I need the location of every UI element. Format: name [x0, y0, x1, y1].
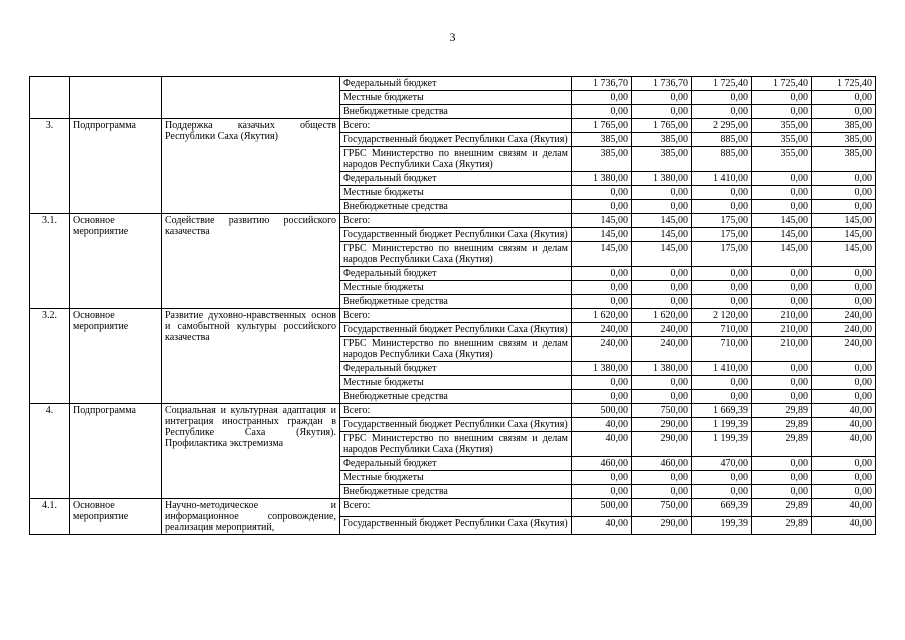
amount-cell: 0,00 — [632, 471, 692, 485]
amount-cell: 0,00 — [632, 281, 692, 295]
amount-cell: 145,00 — [632, 228, 692, 242]
amount-cell: 40,00 — [572, 517, 632, 535]
amount-cell: 0,00 — [572, 376, 632, 390]
amount-cell: 29,89 — [752, 418, 812, 432]
amount-cell: 290,00 — [632, 517, 692, 535]
funding-source: Всего: — [340, 499, 572, 517]
amount-cell: 240,00 — [572, 323, 632, 337]
table-row — [30, 119, 876, 133]
amount-cell: 40,00 — [812, 517, 876, 535]
amount-cell: 40,00 — [812, 499, 876, 517]
amount-cell: 240,00 — [812, 337, 876, 362]
amount-cell: 669,39 — [692, 499, 752, 517]
amount-cell: 0,00 — [632, 200, 692, 214]
amount-cell: 40,00 — [812, 404, 876, 418]
amount-cell: 460,00 — [632, 457, 692, 471]
amount-cell: 1 410,00 — [692, 172, 752, 186]
funding-source: Федеральный бюджет — [340, 362, 572, 376]
amount-cell: 0,00 — [752, 376, 812, 390]
amount-cell: 145,00 — [572, 214, 632, 228]
amount-cell: 0,00 — [572, 186, 632, 200]
amount-cell: 1 410,00 — [692, 362, 752, 376]
row-type: Основное мероприятие — [70, 309, 162, 404]
funding-source: Внебюджетные средства — [340, 485, 572, 499]
amount-cell: 0,00 — [632, 390, 692, 404]
amount-cell: 0,00 — [692, 91, 752, 105]
amount-cell: 385,00 — [632, 147, 692, 172]
funding-source: ГРБС Министерство по внешним связям и делам народов Республики Саха (Якутия) — [340, 432, 572, 457]
amount-cell: 240,00 — [632, 323, 692, 337]
amount-cell: 0,00 — [812, 91, 876, 105]
amount-cell: 0,00 — [752, 362, 812, 376]
amount-cell: 29,89 — [752, 517, 812, 535]
amount-cell: 500,00 — [572, 404, 632, 418]
amount-cell: 145,00 — [752, 214, 812, 228]
amount-cell: 0,00 — [692, 485, 752, 499]
amount-cell: 240,00 — [812, 309, 876, 323]
amount-cell: 1 380,00 — [632, 172, 692, 186]
amount-cell: 199,39 — [692, 517, 752, 535]
funding-source: Федеральный бюджет — [340, 77, 572, 91]
table-row — [30, 77, 876, 91]
row-name: Поддержка казачьих обществ Республики Саха (Якутия) — [162, 119, 340, 214]
amount-cell: 1 765,00 — [632, 119, 692, 133]
amount-cell: 355,00 — [752, 147, 812, 172]
amount-cell: 0,00 — [812, 105, 876, 119]
funding-source: Местные бюджеты — [340, 91, 572, 105]
amount-cell: 0,00 — [572, 105, 632, 119]
amount-cell: 0,00 — [812, 457, 876, 471]
amount-cell: 1 669,39 — [692, 404, 752, 418]
amount-cell: 885,00 — [692, 147, 752, 172]
amount-cell: 0,00 — [692, 376, 752, 390]
amount-cell: 0,00 — [752, 390, 812, 404]
amount-cell: 0,00 — [812, 281, 876, 295]
amount-cell: 0,00 — [752, 105, 812, 119]
table-row — [30, 404, 876, 418]
amount-cell: 0,00 — [692, 105, 752, 119]
amount-cell: 1 199,39 — [692, 418, 752, 432]
funding-source: Всего: — [340, 214, 572, 228]
row-name — [162, 77, 340, 119]
table-row — [30, 499, 876, 517]
funding-source: Местные бюджеты — [340, 376, 572, 390]
amount-cell: 0,00 — [752, 91, 812, 105]
amount-cell: 385,00 — [572, 133, 632, 147]
amount-cell: 40,00 — [572, 432, 632, 457]
amount-cell: 0,00 — [632, 186, 692, 200]
amount-cell: 0,00 — [692, 390, 752, 404]
amount-cell: 290,00 — [632, 418, 692, 432]
amount-cell: 0,00 — [572, 390, 632, 404]
amount-cell: 0,00 — [752, 186, 812, 200]
amount-cell: 0,00 — [812, 362, 876, 376]
amount-cell: 1 725,40 — [812, 77, 876, 91]
row-type: Подпрограмма — [70, 404, 162, 499]
row-type: Подпрограмма — [70, 119, 162, 214]
budget-table-body — [30, 77, 876, 535]
amount-cell: 0,00 — [692, 267, 752, 281]
amount-cell: 470,00 — [692, 457, 752, 471]
amount-cell: 145,00 — [572, 228, 632, 242]
amount-cell: 145,00 — [812, 214, 876, 228]
amount-cell: 145,00 — [812, 242, 876, 267]
funding-source: ГРБС Министерство по внешним связям и делам народов Республики Саха (Якутия) — [340, 242, 572, 267]
amount-cell: 0,00 — [752, 471, 812, 485]
amount-cell: 0,00 — [812, 186, 876, 200]
amount-cell: 175,00 — [692, 214, 752, 228]
funding-source: Государственный бюджет Республики Саха (Якутия) — [340, 133, 572, 147]
funding-source: Внебюджетные средства — [340, 200, 572, 214]
amount-cell: 885,00 — [692, 133, 752, 147]
funding-source: Федеральный бюджет — [340, 267, 572, 281]
funding-source: Всего: — [340, 404, 572, 418]
amount-cell: 0,00 — [812, 390, 876, 404]
amount-cell: 0,00 — [752, 200, 812, 214]
funding-source: Государственный бюджет Республики Саха (Якутия) — [340, 517, 572, 535]
amount-cell: 750,00 — [632, 404, 692, 418]
amount-cell: 0,00 — [752, 457, 812, 471]
amount-cell: 0,00 — [632, 376, 692, 390]
amount-cell: 210,00 — [752, 323, 812, 337]
amount-cell: 145,00 — [752, 242, 812, 267]
amount-cell: 240,00 — [812, 323, 876, 337]
amount-cell: 1 380,00 — [632, 362, 692, 376]
amount-cell: 1 765,00 — [572, 119, 632, 133]
funding-source: Государственный бюджет Республики Саха (Якутия) — [340, 418, 572, 432]
amount-cell: 240,00 — [572, 337, 632, 362]
amount-cell: 1 620,00 — [572, 309, 632, 323]
amount-cell: 2 120,00 — [692, 309, 752, 323]
amount-cell: 0,00 — [572, 91, 632, 105]
amount-cell: 0,00 — [812, 172, 876, 186]
amount-cell: 0,00 — [692, 471, 752, 485]
amount-cell: 1 736,70 — [632, 77, 692, 91]
amount-cell: 710,00 — [692, 337, 752, 362]
funding-source: Местные бюджеты — [340, 186, 572, 200]
table-row — [30, 309, 876, 323]
amount-cell: 0,00 — [692, 186, 752, 200]
amount-cell: 40,00 — [812, 432, 876, 457]
amount-cell: 460,00 — [572, 457, 632, 471]
amount-cell: 0,00 — [572, 281, 632, 295]
amount-cell: 0,00 — [572, 485, 632, 499]
amount-cell: 29,89 — [752, 499, 812, 517]
amount-cell: 1 620,00 — [632, 309, 692, 323]
amount-cell: 0,00 — [752, 295, 812, 309]
amount-cell: 0,00 — [632, 295, 692, 309]
amount-cell: 145,00 — [812, 228, 876, 242]
amount-cell: 355,00 — [752, 133, 812, 147]
row-type — [70, 77, 162, 119]
row-type: Основное мероприятие — [70, 214, 162, 309]
row-name: Содействие развитию российского казачества — [162, 214, 340, 309]
funding-source: Внебюджетные средства — [340, 105, 572, 119]
amount-cell: 0,00 — [752, 485, 812, 499]
amount-cell: 355,00 — [752, 119, 812, 133]
amount-cell: 0,00 — [812, 376, 876, 390]
amount-cell: 0,00 — [632, 267, 692, 281]
funding-source: Государственный бюджет Республики Саха (Якутия) — [340, 323, 572, 337]
amount-cell: 175,00 — [692, 228, 752, 242]
amount-cell: 210,00 — [752, 337, 812, 362]
row-name: Научно-методическое и информационное сопровождение, реализация мероприятий, — [162, 499, 340, 535]
amount-cell: 40,00 — [812, 418, 876, 432]
funding-source: Внебюджетные средства — [340, 295, 572, 309]
funding-source: Государственный бюджет Республики Саха (Якутия) — [340, 228, 572, 242]
amount-cell: 1 725,40 — [752, 77, 812, 91]
amount-cell: 0,00 — [752, 281, 812, 295]
row-type: Основное мероприятие — [70, 499, 162, 535]
funding-source: Федеральный бюджет — [340, 172, 572, 186]
amount-cell: 0,00 — [812, 295, 876, 309]
amount-cell: 29,89 — [752, 432, 812, 457]
amount-cell: 385,00 — [812, 147, 876, 172]
amount-cell: 0,00 — [752, 267, 812, 281]
row-index: 3. — [30, 119, 70, 214]
row-index: 4. — [30, 404, 70, 499]
funding-source: ГРБС Министерство по внешним связям и делам народов Республики Саха (Якутия) — [340, 147, 572, 172]
table-row — [30, 214, 876, 228]
amount-cell: 0,00 — [632, 91, 692, 105]
funding-source: Местные бюджеты — [340, 281, 572, 295]
row-name: Развитие духовно-нравственных основ и самобытной культуры российского казачества — [162, 309, 340, 404]
amount-cell: 145,00 — [632, 214, 692, 228]
funding-source: Внебюджетные средства — [340, 390, 572, 404]
funding-source: Федеральный бюджет — [340, 457, 572, 471]
amount-cell: 0,00 — [812, 471, 876, 485]
funding-source: Всего: — [340, 119, 572, 133]
funding-source: Всего: — [340, 309, 572, 323]
amount-cell: 1 199,39 — [692, 432, 752, 457]
amount-cell: 0,00 — [812, 485, 876, 499]
row-index: 3.1. — [30, 214, 70, 309]
amount-cell: 0,00 — [692, 295, 752, 309]
amount-cell: 710,00 — [692, 323, 752, 337]
funding-source: ГРБС Министерство по внешним связям и делам народов Республики Саха (Якутия) — [340, 337, 572, 362]
amount-cell: 750,00 — [632, 499, 692, 517]
amount-cell: 290,00 — [632, 432, 692, 457]
amount-cell: 40,00 — [572, 418, 632, 432]
amount-cell: 210,00 — [752, 309, 812, 323]
page-number: 3 — [449, 30, 456, 44]
amount-cell: 0,00 — [632, 105, 692, 119]
amount-cell: 0,00 — [572, 471, 632, 485]
amount-cell: 0,00 — [812, 267, 876, 281]
row-index: 3.2. — [30, 309, 70, 404]
row-index — [30, 77, 70, 119]
amount-cell: 2 295,00 — [692, 119, 752, 133]
amount-cell: 145,00 — [752, 228, 812, 242]
amount-cell: 0,00 — [812, 200, 876, 214]
amount-cell: 0,00 — [632, 485, 692, 499]
amount-cell: 385,00 — [572, 147, 632, 172]
amount-cell: 0,00 — [752, 172, 812, 186]
amount-cell: 29,89 — [752, 404, 812, 418]
amount-cell: 0,00 — [692, 281, 752, 295]
amount-cell: 1 380,00 — [572, 362, 632, 376]
funding-source: Местные бюджеты — [340, 471, 572, 485]
amount-cell: 385,00 — [632, 133, 692, 147]
row-index: 4.1. — [30, 499, 70, 535]
amount-cell: 0,00 — [572, 267, 632, 281]
row-name: Социальная и культурная адаптация и интеграция иностранных граждан в Республике Саха (Якутия). Профилактика экстремизма — [162, 404, 340, 499]
amount-cell: 0,00 — [572, 200, 632, 214]
budget-table — [29, 76, 876, 535]
amount-cell: 175,00 — [692, 242, 752, 267]
amount-cell: 145,00 — [632, 242, 692, 267]
amount-cell: 1 736,70 — [572, 77, 632, 91]
amount-cell: 1 725,40 — [692, 77, 752, 91]
amount-cell: 500,00 — [572, 499, 632, 517]
amount-cell: 1 380,00 — [572, 172, 632, 186]
amount-cell: 385,00 — [812, 133, 876, 147]
amount-cell: 145,00 — [572, 242, 632, 267]
amount-cell: 385,00 — [812, 119, 876, 133]
amount-cell: 0,00 — [572, 295, 632, 309]
amount-cell: 0,00 — [692, 200, 752, 214]
amount-cell: 240,00 — [632, 337, 692, 362]
